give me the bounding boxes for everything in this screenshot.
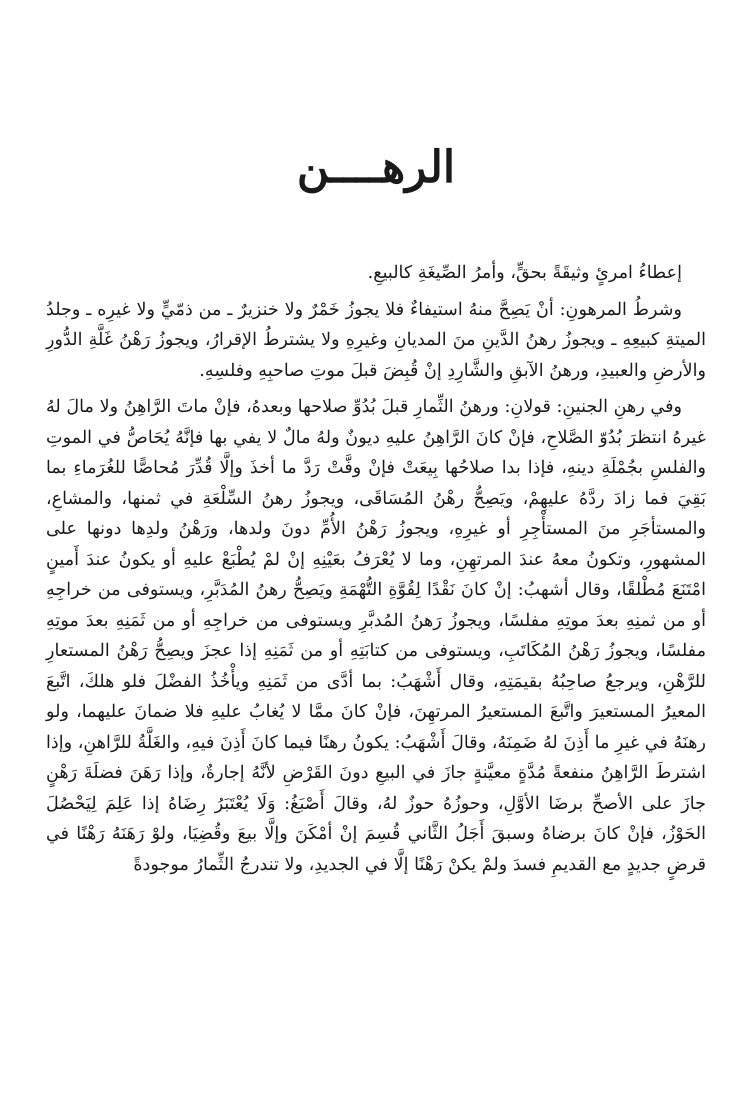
document-page xyxy=(46,0,706,1094)
chapter-title: الرهــــن xyxy=(296,142,456,193)
body-text xyxy=(46,258,706,880)
paragraph-conditions: وشرطُ المرهونِ: أنْ يَصِحَّ منهُ استيفاءٌ فلا يجوزُ خَمْرٌ ولا خنزيرٌ ـ من ذمّيٍّ ولا غيرِه ـ وجلدُ الميتةِ كبيعِهِ ـ ويجوزُ رهنُ الدَّينِ منَ المديانِ وغيرِهِ ولا يشترطُ الإقرارُ، ويجوزُ رَهْنُ غَلَّةِ الدُّورِ والأرضِ والعبيدِ، ورهنُ الآبقِ والشَّارِدِ إنْ قُبِضَ قبلَ موتِ صاحبِهِ وفلسِهِ. xyxy=(46,299,706,381)
paragraph-fetus-pledge: وفي رهنِ الجنينِ: قولانِ: ورهنُ الثِّمارِ قبلَ بُدُوِّ صلاحها وبعدهُ، فإنْ ماتَ الرَّاهِنُ ولا مالَ لهُ غيرهُ انتظرَ بُدُوّ الصَّلاحِ، فإنْ كانَ الرَّاهِنُ عليهِ ديونٌ ولهُ مالٌ لا يفي بها فإنَّهُ يُحَاصُّ في الموتِ والفلسِ بجُمْلَةِ دينهِ، فإذا بدا صلاحُها بِيعَتْ فإنْ وفَّتْ رَدَّ ما أخذَ وإلَّا قُدِّرَ مُحاصًّا للغُرَماءِ بما بَقِيَ فما زادَ ردَّهُ عليهِمْ، ويَصِحُّ رهْنُ المُسَاقَى، ويجوزُ رهنُ السِّلْعَةِ في ثمنها، والمشاعِ، والمستأجَرِ منَ المستأْجِرِ أو غيرِهِ، ويجوزُ رَهْنُ الأُمِّ دونَ ولدها، ورَهْنُ ولدِها دونها على المشهورِ، وتكونُ معهُ عندَ المرتهِنِ، وما لا يُعْرَفُ بعَيْنِهِ إنْ لمْ يُطْبَعْ عليهِ أو يكونُ عندَ أَمينٍ امْتَنَعَ مُطْلقًا، وقال أشهبُ: إنْ كانَ نَقْدًا لِقُوَّةِ التُّهْمَةِ ويَصِحُّ رهنُ المُدَبَّرِ، ويستوفى من خراجِهِ أو من ثمنِهِ بعدَ موتِهِ مفلسًا، ويجوزُ رَهنُ المُدبَّرِ ويستوفى من خراجِهِ أو من ثَمَنِهِ بعدَ موتِهِ مفلسًا، ويجوزُ رَهْنُ المُكَاتَبِ، ويستوفى من كتابَتِهِ أو من ثَمَنِهِ إذا عجزَ ويصِحُّ رَهْنُ المستعارِ للرَّهْنِ، ويرجعُ صاحِبُهُ بقيمَتِهِ، وقال أَشْهَبُ: بما أدَّى من ثَمَنِهِ ويأْخُذُ الفضْلَ فلو هلكَ، اتَّبعَ المعيرُ المستعيرَ واتَّبعَ المستعيرُ المرتهِنَ، فإنْ كانَ ممَّا لا يُغابُ عليهِ فلا ضمانَ عليهما، ولو رهنَهُ في غيرِ ما أَذِنَ لهُ ضَمِنَهُ، وقالَ أَشْهَبُ: يكونُ رهنًا فيما كانَ أَذِنَ فيهِ، والغَلَّةُ للرَّاهنِ، وإذا اشترطَ الرَّاهِنُ منفعةً مُدَّةٍ معيَّنةٍ جازَ في البيعِ دونَ القَرْضِ لأنَّهُ إجارةٌ، وإذا رَهَنَ فضلَةَ رَهْنٍ جازَ على الأصحِّ برضَا الأوَّلِ، وحوزُهُ حوزٌ لهُ، وقالَ أَصْبَغُ: وَلَا يُعْتَبَرُ رِضَاهُ إذا عَلِمَ لِيَحْصُلَ الحَوْزُ، فإنْ كانَ برضاهُ وسبقَ أَجَلُ الثَّاني قُسِمَ إنْ أمْكَنَ وإلَّا بيعَ وقُضِيَا، ولوْ رَهَنَهُ رَهْنًا في قرضٍ جديدٍ مع القديمِ فسدَ ولمْ يكنْ رَهْنًا إلَّا في الجديدِ، ولا تندرجُ الثِّمارُ موجودةً xyxy=(46,397,706,875)
paragraph-definition: إعطاءُ امرئٍ وثيقَةً بحقٍّ، وأمرُ الصِّيغَةِ كالبيعِ. xyxy=(367,263,682,283)
